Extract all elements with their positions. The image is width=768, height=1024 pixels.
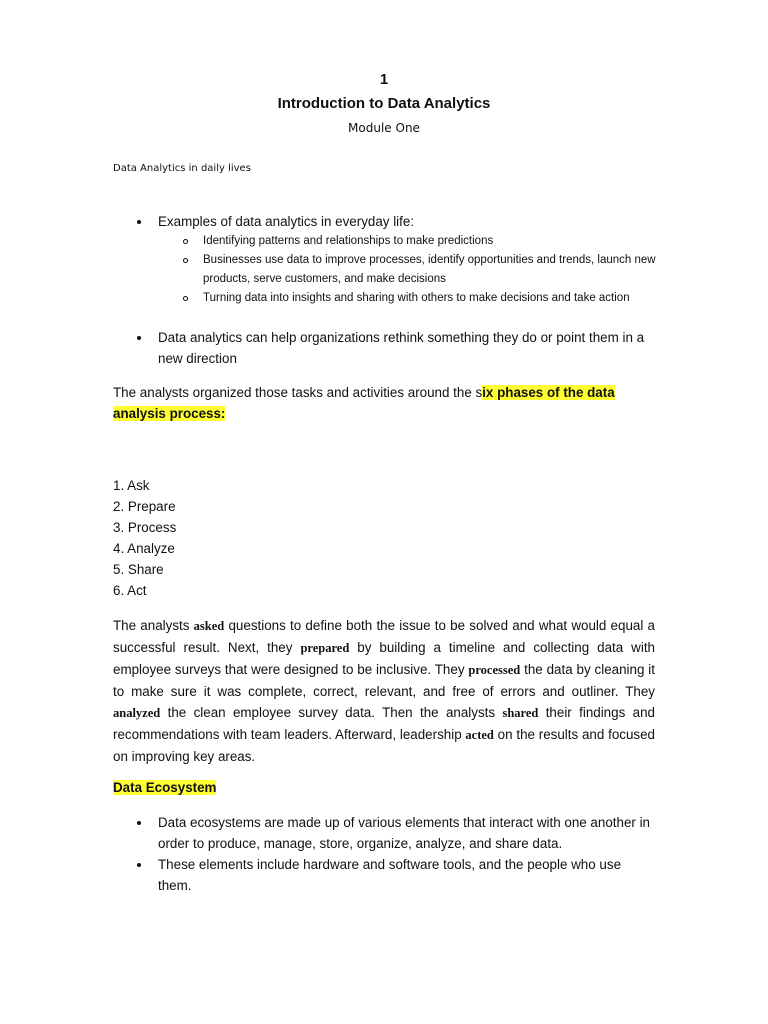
list-item-text: These elements include hardware and software tools, and the people who use them. xyxy=(158,857,622,893)
list-item xyxy=(158,854,658,896)
list-item xyxy=(158,327,658,369)
keyword: acted xyxy=(465,728,494,742)
process-paragraph xyxy=(113,615,655,767)
phases-list xyxy=(113,475,176,601)
list-item xyxy=(203,289,658,308)
sub-bullet-icon xyxy=(183,258,188,263)
phase-item: 3. Process xyxy=(113,520,177,535)
list-item xyxy=(158,812,658,854)
daily-lives-list-continued xyxy=(158,327,658,369)
list-item-text: Data analytics can help organizations rethink something they do or point them in a new direction xyxy=(158,330,645,366)
paragraph-text: by building a timeline and collecting data with employee surveys that were designed to be inclusive. They xyxy=(113,640,655,677)
daily-lives-sublist xyxy=(203,232,658,308)
paragraph-text: the data by cleaning it to make sure it was complete, correct, relevant, and free of errors and outliner. They xyxy=(113,662,655,699)
list-item-text: Examples of data analytics in everyday life: xyxy=(158,214,415,229)
phase-item: 1. Ask xyxy=(113,478,150,493)
sub-bullet-icon xyxy=(183,239,188,244)
paragraph-text: the clean employee survey data. Then the analysts xyxy=(160,705,503,720)
sub-bullet-icon xyxy=(183,296,188,301)
module-label: Module One xyxy=(348,121,420,135)
keyword: asked xyxy=(193,619,225,633)
keyword: analyzed xyxy=(113,706,161,720)
list-item-text: Turning data into insights and sharing with others to make decisions and take action xyxy=(203,292,630,304)
list-item-text: Businesses use data to improve processes, identify opportunities and trends, launch new products, serve customers, and make decisions xyxy=(203,254,656,285)
list-item-text: Identifying patterns and relationships to make predictions xyxy=(203,235,494,247)
paragraph-text: their findings and recommendations with team leaders. Afterward, leadership xyxy=(113,705,655,742)
intro-text: The analysts organized those tasks and activities around the s xyxy=(113,385,483,400)
highlighted-text: ix phases of the data analysis process: xyxy=(113,385,615,421)
bullet-icon xyxy=(137,336,141,340)
highlighted-heading: Data Ecosystem xyxy=(113,780,217,795)
phase-item: 6. Act xyxy=(113,583,147,598)
list-item xyxy=(203,251,658,289)
paragraph-text: The analysts xyxy=(113,618,194,633)
keyword: processed xyxy=(468,663,521,677)
list-item xyxy=(158,211,658,232)
page-number: 1 xyxy=(379,71,389,88)
ecosystem-list xyxy=(158,812,658,896)
keyword: prepared xyxy=(300,641,350,655)
phases-intro xyxy=(113,382,653,424)
keyword: shared xyxy=(502,706,539,720)
phase-item: 5. Share xyxy=(113,562,164,577)
section-heading-daily-lives: Data Analytics in daily lives xyxy=(113,163,251,174)
list-item-text: Data ecosystems are made up of various elements that interact with one another in order to produce, manage, store, organize, analyze, and share data. xyxy=(158,815,650,851)
paragraph-text: questions to define both the issue to be solved and what would equal a successful result. Next, they xyxy=(113,618,656,655)
section-heading-data-ecosystem xyxy=(113,778,216,798)
paragraph-text: on the results and focused on improving key areas. xyxy=(113,727,655,764)
bullet-icon xyxy=(137,863,141,867)
bullet-icon xyxy=(137,821,141,825)
document-title: Introduction to Data Analytics xyxy=(277,95,491,112)
list-item xyxy=(203,232,658,251)
phase-item: 2. Prepare xyxy=(113,499,176,514)
phase-item: 4. Analyze xyxy=(113,541,175,556)
bullet-icon xyxy=(137,220,141,224)
daily-lives-list xyxy=(158,211,658,232)
